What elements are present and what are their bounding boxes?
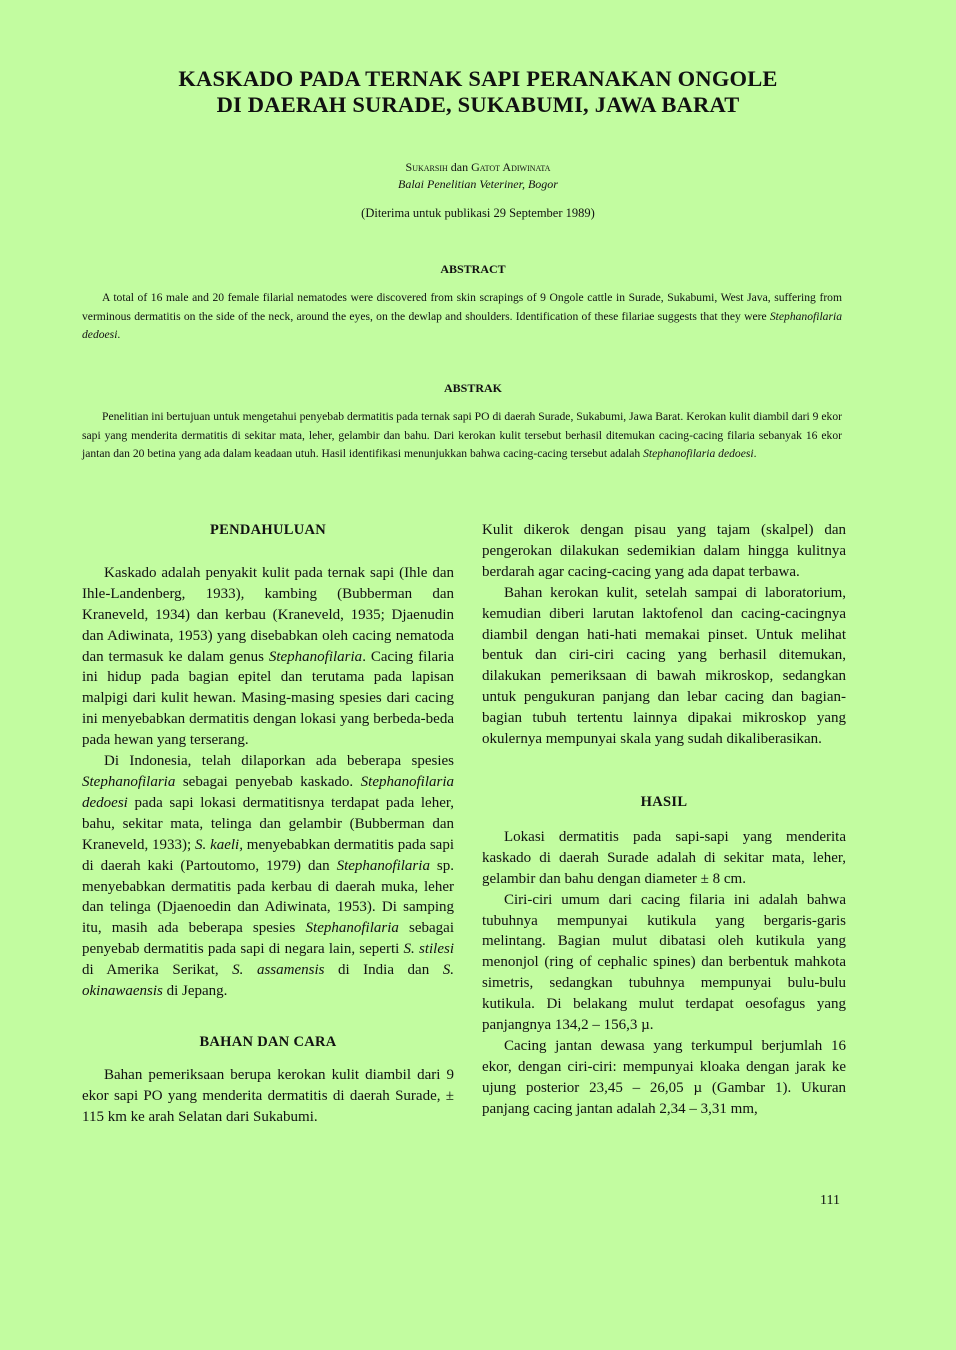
bahan-paragraph-2: Bahan kerokan kulit, setelah sampai di laboratorium, kemudian diberi larutan laktofenol dan cacing-cacingnya diambil dengan hati-hati memakai pinset. Untuk melihat bentuk dan ciri-ciri cacing yang berhasil ditemukan, dilakukan pemeriksaan di bawah mikroskop, sedangkan untuk pengukuran panjang dan lebar cacing dan bagian-bagian tubuh tertentu lainnya dipakai mikroskop yang okulernya mempunyai skala yang sudah dikaliberasikan. bbox=[482, 584, 846, 748]
italic-species: Stephanofilaria bbox=[336, 857, 430, 874]
abstrak-species: Stephanofilaria dedoesi bbox=[643, 447, 754, 460]
italic-species: Stephanofilaria bbox=[305, 920, 399, 937]
abstrak-body bbox=[82, 408, 842, 464]
abstract-species: Stephanofilaria dedoesi bbox=[82, 309, 842, 341]
text: di India dan bbox=[324, 962, 443, 979]
text: sp. menyebabkan dermatitis pada kerbau di daerah muka, leher dan telinga (Djaenoedin dan Adiwinata, 1953). Di samping itu, masih ada beberapa spesies bbox=[82, 857, 454, 937]
text: sebagai penyebab kaskado. bbox=[175, 773, 361, 790]
text: di Amerika Serikat, bbox=[82, 962, 233, 979]
hasil-paragraph-1: Lokasi dermatitis pada sapi-sapi yang menderita kaskado di daerah Surade adalah di sekitar mata, leher, gelambir dan bahu dengan diameter ± 8 cm. bbox=[482, 828, 846, 887]
italic-species: S. okinawaensis bbox=[82, 962, 454, 1000]
text: menyebabkan dermatitis pada sapi di daerah kaki (Partoutomo, 1979) dan bbox=[82, 836, 454, 874]
abstrak-text: Penelitian ini bertujuan untuk mengetahui penyebab dermatitis pada ternak sapi PO di daerah Surade, Sukabumi, Jawa Barat. Kerokan kulit diambil dari 9 ekor sapi yang menderita dermatitis di sekitar mata, leher, gelambir dan bahu. Dari kerokan kulit tersebut berhasil ditemukan cacing-cacing filaria sebanyak 16 ekor jantan dan 20 betina yang ada dalam keadaan utuh. Hasil identifikasi menunjukkan bahwa cacing-cacing tersebut adalah bbox=[82, 410, 842, 460]
author-2: Gatot Adiwinata bbox=[471, 160, 551, 174]
italic-species: Stephanofilaria bbox=[268, 648, 363, 665]
abstrak-end: . bbox=[753, 447, 757, 460]
abstrak-heading: ABSTRAK bbox=[443, 381, 502, 395]
abstract-end: . bbox=[117, 328, 121, 341]
abstract-text: A total of 16 male and 20 female filarial nematodes were discovered from skin scrapings of 9 Ongole cattle in Surade, Sukabumi, West Java, suffering from verminous dermatitis on the side of the neck, around the eyes, on the dewlap and shoulders. Identification of these filariae suggests that they were bbox=[82, 291, 842, 323]
received-date: (Diterima untuk publikasi 29 September 1989) bbox=[361, 206, 595, 220]
pendahuluan-paragraph-1 bbox=[82, 563, 454, 751]
section-heading-hasil: HASIL bbox=[640, 793, 688, 810]
text: . Cacing filaria ini hidup pada bagian epitel dan terutama pada lapisan malpigi dari kulit hewan. Masing-masing spesies dari cacing ini menyebabkan dermatitis dengan lokasi yang berbeda-beda pada hewan yang terserang. bbox=[82, 648, 454, 749]
italic-species: S. assamensis bbox=[232, 962, 325, 979]
abstract-body bbox=[82, 289, 842, 345]
author-conj: dan bbox=[447, 160, 472, 174]
italic-species: S. stilesi bbox=[403, 941, 454, 958]
author-block bbox=[100, 159, 856, 193]
text: sebagai penyebab dermatitis pada sapi di negara lain, seperti bbox=[82, 920, 454, 958]
pendahuluan-paragraph-2 bbox=[82, 751, 454, 1002]
italic-species: Stephanofilaria bbox=[82, 773, 176, 790]
right-column bbox=[482, 520, 846, 1120]
paper-title bbox=[100, 66, 856, 118]
left-column bbox=[82, 520, 454, 1128]
text: Kaskado adalah penyakit kulit pada ternak sapi (Ihle dan Ihle-Landenberg, 1933), kambing (Bubberman dan Kraneveld, 1934) dan kerbau (Kraneveld, 1935; Djaenudin dan Adiwinata, 1953) yang disebabkan oleh cacing nematoda dan termasuk ke dalam genus bbox=[82, 564, 454, 665]
text: Di Indonesia, telah dilaporkan ada beberapa spesies bbox=[104, 753, 454, 770]
text: pada sapi lokasi dermatitisnya terdapat pada leher, bahu, sekitar mata, telinga dan gelambir (Bubberman dan Kraneveld, 1933); bbox=[82, 794, 454, 853]
title-line-1: KASKADO PADA TERNAK SAPI PERANAKAN ONGOLE bbox=[178, 66, 778, 91]
author-1: Sukarsih bbox=[405, 160, 448, 174]
italic-species: S. kaeli, bbox=[195, 836, 243, 853]
affiliation: Balai Penelitian Veteriner, Bogor bbox=[398, 177, 558, 191]
bahan-paragraph-1-continued: Kulit dikerok dengan pisau yang tajam (skalpel) dan pengerokan dilakukan sedemikian dalam hingga kulitnya berdarah agar cacing-cacing yang ada dapat terbawa. bbox=[482, 522, 846, 580]
title-line-2: DI DAERAH SURADE, SUKABUMI, JAWA BARAT bbox=[216, 92, 740, 117]
page-number: 111 bbox=[820, 1193, 840, 1208]
hasil-paragraph-3: Cacing jantan dewasa yang terkumpul berjumlah 16 ekor, dengan ciri-ciri: mempunyai kloaka dengan jarak ke ujung posterior 23,45 – 26,05 µ (Gambar 1). Ukuran panjang cacing jantan adalah 2,34 – 3,31 mm, bbox=[482, 1037, 846, 1117]
abstract-heading: ABSTRACT bbox=[440, 262, 506, 276]
italic-species: Stephanofilaria dedoesi bbox=[82, 773, 454, 811]
section-heading-pendahuluan: PENDAHULUAN bbox=[209, 522, 327, 538]
bahan-paragraph-1: Bahan pemeriksaan berupa kerokan kulit diambil dari 9 ekor sapi PO yang menderita dermatitis di daerah Surade, ± 115 km ke arah Selatan dari Sukabumi. bbox=[82, 1066, 454, 1125]
author-names bbox=[100, 159, 856, 176]
text: di Jepang. bbox=[162, 983, 228, 1000]
section-heading-bahan-dan-cara: BAHAN DAN CARA bbox=[199, 1033, 337, 1050]
hasil-paragraph-2: Ciri-ciri umum dari cacing filaria ini adalah bahwa tubuhnya mempunyai kutikula yang bergaris-garis melintang. Bagian mulut dibatasi oleh kutikula yang menonjol (ring of cephalic spines) dan berbentuk mahkota simetris, sedangkan tubuhnya mempunyai bulu-bulu kutikula. Di belakang mulut terdapat oesofagus yang panjangnya 134,2 – 156,3 µ. bbox=[482, 891, 846, 1034]
